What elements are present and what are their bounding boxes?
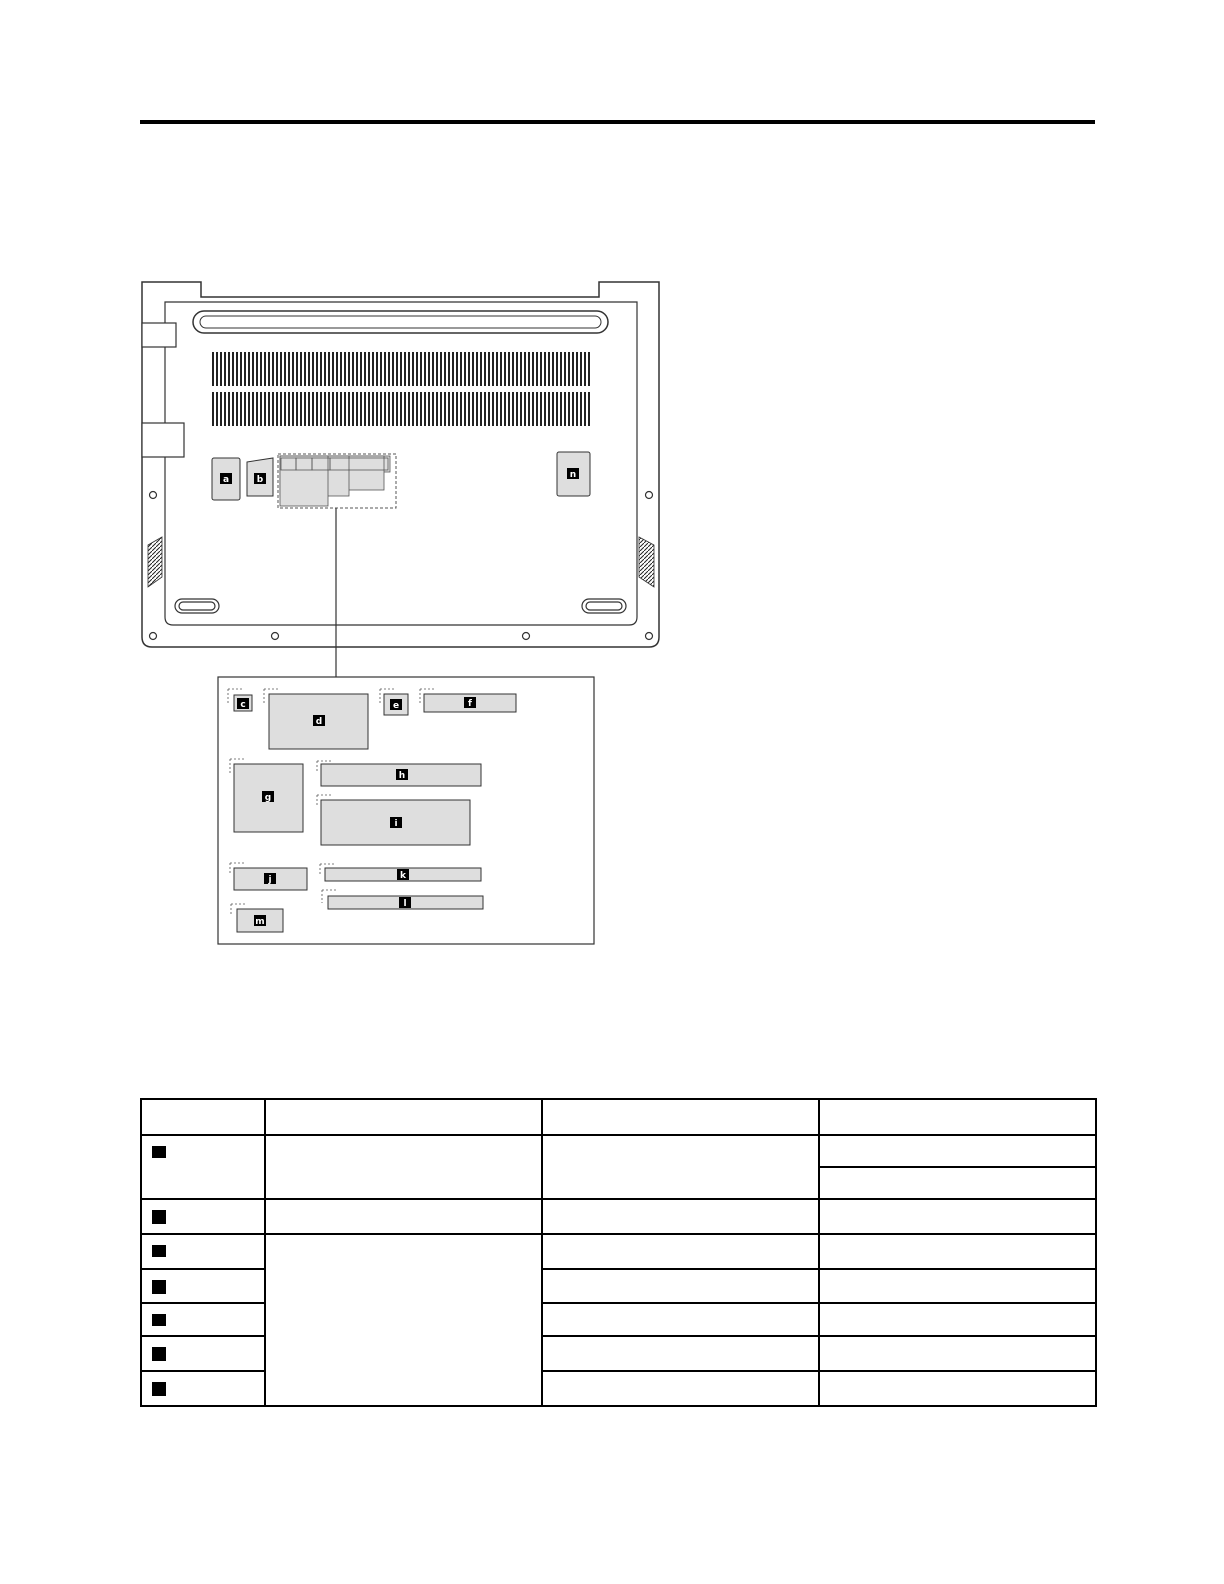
- table-cell-marker: [141, 1234, 265, 1269]
- table-header-cell: [141, 1099, 265, 1135]
- table-row: [141, 1135, 1096, 1167]
- table-cell-marker: [141, 1199, 265, 1234]
- vent-grid-lower: [210, 392, 592, 426]
- callout-h: h: [398, 771, 406, 781]
- label-marker-icon: [152, 1210, 166, 1224]
- table-cell: [265, 1234, 542, 1406]
- table-cell: [542, 1336, 819, 1371]
- callout-e: e: [392, 701, 400, 711]
- table-cell: [542, 1135, 819, 1199]
- table-cell: [265, 1199, 542, 1234]
- table-cell: [265, 1135, 542, 1199]
- table-cell-marker: [141, 1269, 265, 1303]
- label-marker-icon: [152, 1347, 166, 1361]
- table-cell: [819, 1135, 1096, 1167]
- label-marker-icon: [152, 1146, 166, 1158]
- table-cell: [819, 1234, 1096, 1269]
- speaker-grille-right: [639, 537, 654, 587]
- rubber-feet: [175, 599, 626, 613]
- top-rule: [140, 120, 1095, 124]
- label-marker-icon: [152, 1245, 166, 1257]
- callout-k: k: [400, 871, 406, 881]
- label-table: [140, 1098, 1097, 1407]
- callout-f: f: [468, 699, 472, 709]
- table-cell: [542, 1303, 819, 1336]
- table-row: [141, 1234, 1096, 1269]
- callout-l: l: [403, 899, 407, 909]
- callout-i: i: [394, 819, 398, 829]
- speaker-grille-left: [148, 537, 162, 587]
- table-cell: [819, 1269, 1096, 1303]
- vent-grid-upper: [210, 352, 592, 386]
- table-cell: [819, 1167, 1096, 1199]
- callout-d: d: [315, 717, 323, 727]
- table-header-cell: [265, 1099, 542, 1135]
- table-cell: [819, 1303, 1096, 1336]
- table-cell: [542, 1371, 819, 1406]
- callout-m: m: [255, 917, 265, 927]
- callout-a: a: [222, 475, 230, 485]
- table-row: [141, 1199, 1096, 1234]
- label-marker-icon: [152, 1314, 166, 1326]
- callout-g: g: [264, 793, 272, 803]
- table-cell: [819, 1371, 1096, 1406]
- table-cell: [542, 1269, 819, 1303]
- callout-j: j: [268, 875, 272, 885]
- screws: [150, 492, 653, 640]
- table-cell-marker: [141, 1135, 265, 1199]
- label-marker-icon: [152, 1280, 166, 1294]
- table-header-cell: [819, 1099, 1096, 1135]
- callout-c: c: [240, 700, 246, 710]
- table-cell-marker: [141, 1336, 265, 1371]
- table-cell-marker: [141, 1303, 265, 1336]
- table-header-cell: [542, 1099, 819, 1135]
- side-port-1: [142, 323, 176, 347]
- label-marker-icon: [152, 1382, 166, 1396]
- table-cell: [542, 1234, 819, 1269]
- table-cell-marker: [141, 1371, 265, 1406]
- hinge-slot: [193, 311, 608, 333]
- side-port-2: [142, 423, 184, 457]
- table-cell: [542, 1199, 819, 1234]
- callout-n: n: [569, 470, 577, 480]
- callout-b: b: [256, 475, 264, 485]
- table-cell: [819, 1336, 1096, 1371]
- table-cell: [819, 1199, 1096, 1234]
- laptop-bottom-diagram: [140, 275, 665, 947]
- table-header-row: [141, 1099, 1096, 1135]
